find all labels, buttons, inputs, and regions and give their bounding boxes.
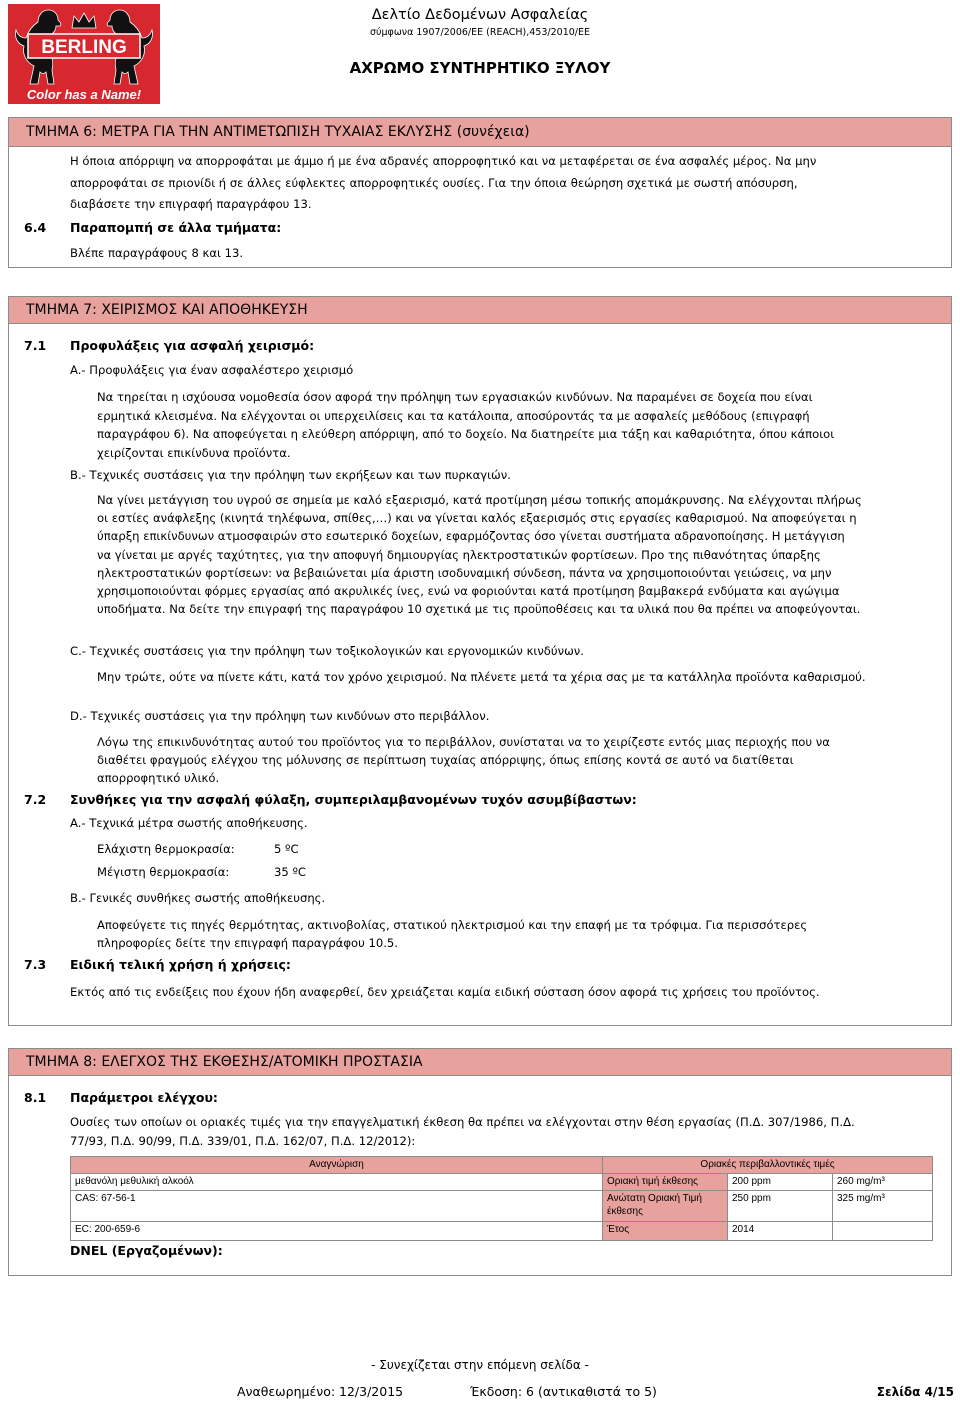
version-info: Έκδοση: 6 (αντικαθιστά το 5) bbox=[470, 1384, 657, 1399]
product-name: ΑΧΡΩΜΟ ΣΥΝΤΗΡΗΤΙΚΟ ΞΥΛΟΥ bbox=[349, 59, 611, 77]
subsection-number: 8.1 bbox=[24, 1090, 47, 1105]
subsection-heading: Συνθήκες για την ασφαλή φύλαξη, συμπεριλαμβανομένων τυχόν ασυμβίβαστων: bbox=[70, 792, 637, 807]
section-7-header: ΤΜΗΜΑ 7: ΧΕΙΡΙΣΜΟΣ ΚΑΙ ΑΠΟΘΗΚΕΥΣΗ bbox=[8, 296, 952, 324]
paragraph-line: ηλεκτροστατικών φορτίσεων: να βεβαιώνεται μία άριστη ισοδυναμική σύνδεση, πάντα να χρησιμοποιούνται γειώσεις, να μην bbox=[97, 565, 832, 580]
item-label: A.- Τεχνικά μέτρα σωστής αποθήκευσης. bbox=[70, 816, 308, 830]
limit-value-mg: 260 mg/m³ bbox=[833, 1174, 933, 1191]
dnel-heading: DNEL (Εργαζομένων): bbox=[70, 1243, 223, 1258]
subsection-heading: Ειδική τελική χρήση ή χρήσεις: bbox=[70, 957, 291, 972]
paragraph-line: Να γίνει μετάγγιση του υγρού σε σημεία με καλό εξαερισμό, κατά προτίμηση μέσω τοπικής απομάκρυνσης. Να ελέγχονται πλήρως bbox=[97, 493, 862, 507]
min-temperature-value: 5 ºC bbox=[274, 842, 299, 856]
paragraph-line: να γίνεται με αργές ταχύτητες, για την αποφυγή δημιουργίας ηλεκτροστατικών φορτίσεων. Προ της πιθανότητας ύπαρξης bbox=[97, 547, 821, 562]
item-paragraph bbox=[97, 491, 950, 618]
paragraph-line: ύπαρξη επικίνδυνων ατμοσφαιρών στο εσωτερικό δοχείων, εφαρμόζοντας όσο γίνεται συστήματα αδρανοποίησης. Η μετάγγιση bbox=[97, 529, 845, 544]
paragraph-line: διαθέτει φραγμούς ελέγχου της μόλυνσης σε περίπτωση τυχαίας απόρριψης, όπως επίσης κοντά σε αυτό να διατίθεται bbox=[97, 753, 794, 767]
limit-label: Οριακή τιμή έκθεσης bbox=[603, 1174, 728, 1191]
paragraph-line: Εκτός από τις ενδείξεις που έχουν ήδη αναφερθεί, δεν χρειάζεται καμία ειδική σύσταση όσον αφορά τις χρήσεις του προϊόντος. bbox=[70, 985, 820, 999]
paragraph-line: Αποφεύγετε τις πηγές θερμότητας, ακτινοβολίας, στατικού ηλεκτρισμού και την επαφή με τα τρόφιμα. Για περισσότερες bbox=[97, 918, 808, 932]
min-temperature-label: Ελάχιστη θερμοκρασία: bbox=[97, 842, 235, 856]
table-row bbox=[71, 1191, 933, 1222]
paragraph-line: ερμητικά κλεισμένα. Να ελέγχονται οι υπερχειλίσεις και τα κατάλοιπα, αποσύροντάς τα με ασφαλείς μεθόδους (επιγραφή bbox=[97, 408, 810, 423]
brand-logo-graphic bbox=[8, 4, 160, 104]
item-paragraph bbox=[70, 1113, 950, 1151]
paragraph-line: Να τηρείται η ισχύουσα νομοθεσία όσον αφορά την πρόληψη των εργασιακών κινδύνων. Να παραμένει σε δοχεία που είναι bbox=[97, 390, 813, 404]
paragraph-line: πληροφορίες δείτε την επιγραφή παραγράφου 10.5. bbox=[97, 936, 398, 950]
paragraph-line: χειρίζονται επικίνδυνα προϊόντα. bbox=[97, 446, 291, 461]
cross-reference-text: Βλέπε παραγράφους 8 και 13. bbox=[70, 246, 244, 260]
logo-brand-text: BERLING bbox=[41, 37, 127, 58]
limit-label: Ανώτατη Οριακή Τιμή έκθεσης bbox=[603, 1191, 728, 1222]
limit-empty-cell bbox=[833, 1222, 933, 1241]
subsection-heading: Παραπομπή σε άλλα τμήματα: bbox=[70, 220, 282, 235]
paragraph-line: Λόγω της επικινδυνότητας αυτού του προϊόντος για το περιβάλλον, συνίσταται να το χειρίζεστε εντός μιας περιοχής που να bbox=[97, 735, 830, 749]
max-temperature-label: Μέγιστη θερμοκρασία: bbox=[97, 865, 230, 879]
substance-name: μεθανόλη μεθυλική αλκοόλ bbox=[71, 1174, 603, 1191]
revision-date: Αναθεωρημένο: 12/3/2015 bbox=[237, 1384, 404, 1399]
column-header-limit-values: Οριακές περιβαλλοντικές τιμές bbox=[603, 1157, 933, 1174]
item-label: B.- Γενικές συνθήκες σωστής αποθήκευσης. bbox=[70, 891, 326, 905]
paragraph-line: Μην τρώτε, ούτε να πίνετε κάτι, κατά τον χρόνο χειρισμού. Να πλένετε μετά τα χέρια σας με τα κατάλληλα προϊόντα καθαρισμού. bbox=[97, 670, 866, 684]
paragraph-line: 77/93, Π.Δ. 90/99, Π.Δ. 339/01, Π.Δ. 162/07, Π.Δ. 12/2012): bbox=[70, 1134, 416, 1148]
paragraph-line: υποδήματα. Να δείτε την επιγραφή της παραγράφου 10 σχετικά με τις προϋποθέσεις και τα υλικά που θα πρέπει να αποφεύγονται. bbox=[97, 602, 861, 617]
exposure-limits-table bbox=[70, 1156, 933, 1241]
table-header-row bbox=[71, 1157, 933, 1174]
paragraph-line: χρησιμοποιούνται φόρμες εργασίας από ακρυλικές ίνες, ενώ να φοριούνται κατά προτίμηση βαμβακερά ενδύματα και αγώγιμα bbox=[97, 584, 840, 599]
item-paragraph bbox=[97, 733, 950, 787]
document-title: Δελτίο Δεδομένων Ασφαλείας bbox=[371, 7, 589, 23]
page-number: Σελίδα 4/15 bbox=[876, 1385, 954, 1399]
subsection-number: 7.1 bbox=[24, 338, 47, 353]
substance-cas: CAS: 67-56-1 bbox=[71, 1191, 603, 1222]
brand-logo bbox=[8, 4, 160, 104]
limit-value-ppm: 250 ppm bbox=[728, 1191, 833, 1222]
table-row bbox=[71, 1174, 933, 1191]
subsection-number: 7.2 bbox=[24, 792, 47, 807]
continued-notice: - Συνεχίζεται στην επόμενη σελίδα - bbox=[371, 1358, 589, 1372]
item-paragraph bbox=[97, 916, 950, 952]
table-row bbox=[71, 1222, 933, 1241]
subsection-number: 6.4 bbox=[24, 220, 47, 235]
section-6-paragraph bbox=[70, 151, 948, 216]
subsection-heading: Προφυλάξεις για ασφαλή χειρισμό: bbox=[70, 338, 315, 353]
paragraph-line: Η όποια απόρριψη να απορροφάται με άμμο ή με ένα αδρανές απορροφητικό και να μεταφέρεται σε ένα ασφαλές μέρος. Να μην bbox=[70, 154, 817, 168]
paragraph-line: οι εστίες ανάφλεξης (κινητά τηλέφωνα, σπίθες,…) και να γίνεται καλός εξαερισμός στις εργασίες καθαρισμού. Να αποφεύγεται η bbox=[97, 511, 857, 526]
column-header-identification: Αναγνώριση bbox=[71, 1157, 603, 1174]
limit-year: 2014 bbox=[728, 1222, 833, 1241]
paragraph-line: Ουσίες των οποίων οι οριακές τιμές για την επαγγελματική έκθεση θα πρέπει να ελέγχονται στην θέση εργασίας (Π.Δ. 307/1986, Π.Δ. bbox=[70, 1115, 855, 1129]
section-8-header: ΤΜΗΜΑ 8: ΕΛΕΓΧΟΣ ΤΗΣ ΕΚΘΕΣΗΣ/ΑΤΟΜΙΚΗ ΠΡΟΣΤΑΣΙΑ bbox=[8, 1048, 952, 1076]
substance-ec: EC: 200-659-6 bbox=[71, 1222, 603, 1241]
limit-label: Έτος bbox=[603, 1222, 728, 1241]
paragraph-line: διαβάσετε την επιγραφή παραγράφου 13. bbox=[70, 197, 312, 211]
paragraph-line: παραγράφου 6). Να αποφεύγεται η ελεύθερη απόρριψη, από το δοχείο. Να διατηρείτε μια τάξη και καθαριότητα, όπου κάποιοι bbox=[97, 427, 835, 442]
subsection-heading: Παράμετροι ελέγχου: bbox=[70, 1090, 218, 1105]
item-paragraph bbox=[97, 388, 950, 463]
section-6-header: ΤΜΗΜΑ 6: ΜΕΤΡΑ ΓΙΑ ΤΗΝ ΑΝΤΙΜΕΤΩΠΙΣΗ ΤΥΧΑΙΑΣ ΕΚΛΥΣΗΣ (συνέχεια) bbox=[8, 117, 952, 147]
paragraph-line: απορροφάται σε πριονίδι ή σε άλλες εύφλεκτες απορροφητικές ουσίες. Για την όποια θεώρηση σχετικά με σωστή απόσυρση, bbox=[70, 175, 798, 190]
item-label: A.- Προφυλάξεις για έναν ασφαλέστερο χειρισμό bbox=[70, 363, 354, 377]
max-temperature-value: 35 ºC bbox=[274, 865, 306, 879]
subsection-number: 7.3 bbox=[24, 957, 47, 972]
item-paragraph bbox=[97, 668, 950, 686]
limit-value-mg: 325 mg/m³ bbox=[833, 1191, 933, 1222]
item-label: B.- Τεχνικές συστάσεις για την πρόληψη των εκρήξεων και των πυρκαγιών. bbox=[70, 468, 511, 482]
item-label: D.- Τεχνικές συστάσεις για την πρόληψη των κινδύνων στο περιβάλλον. bbox=[70, 709, 490, 723]
regulation-reference: σύμφωνα 1907/2006/ΕΕ (REACH),453/2010/ΕΕ bbox=[369, 27, 590, 38]
logo-tagline: Color has a Name! bbox=[26, 87, 142, 102]
item-paragraph bbox=[70, 983, 950, 1001]
paragraph-line: απορροφητικό υλικό. bbox=[97, 771, 220, 785]
item-label: C.- Τεχνικές συστάσεις για την πρόληψη των τοξικολογικών και εργονομικών κινδύνων. bbox=[70, 644, 584, 658]
limit-value-ppm: 200 ppm bbox=[728, 1174, 833, 1191]
